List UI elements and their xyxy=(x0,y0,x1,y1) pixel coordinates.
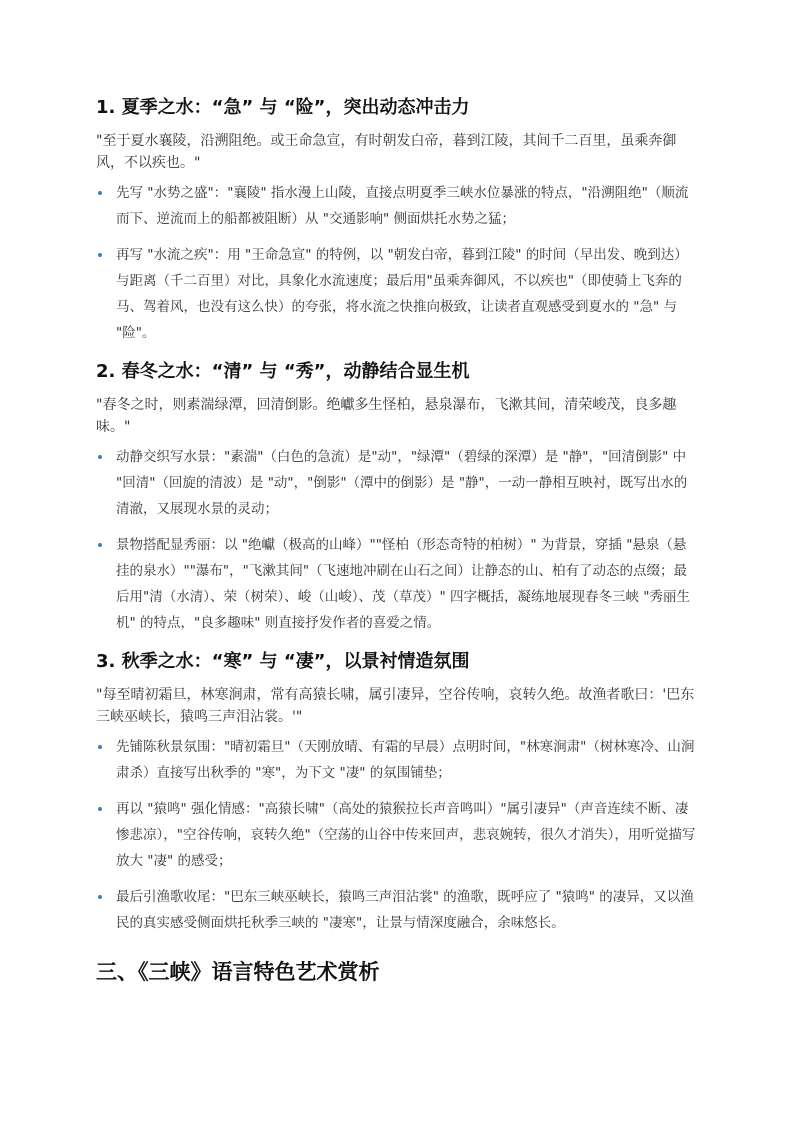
list-item-text: 再写 "水流之疾"：用 "王命急宣" 的特例，以 "朝发白帝，暮到江陵" 的时间（早出发、晚到达）与距离（千二百里）对比，具象化水流速度；最后用"虽乘奔御风，不以疾也"（即使骑上飞奔的马、驾着风，也没有这么快）的夸张，将水流之快推向极致，让读者直观感受到夏水的 "急" 与 "险"。 xyxy=(116,247,688,341)
bullet-dot-icon xyxy=(98,807,102,811)
bullet-dot-icon xyxy=(98,253,102,257)
section-heading: 3. 秋季之水：“寒” 与 “凄”，以景衬情造氛围 xyxy=(96,651,470,672)
list-item xyxy=(96,796,698,874)
bullet-list xyxy=(96,180,698,346)
bullet-dot-icon xyxy=(98,895,102,899)
bullet-list xyxy=(96,444,698,636)
list-item-text: 再以 "猿鸣" 强化情感："高猿长啸"（高处的猿猴拉长声音鸣叫）"属引凄异"（声音连续不断、凄惨悲凉），"空谷传响，哀转久绝"（空荡的山谷中传来回声，悲哀婉转，很久才消失），用听觉描写放大 "凄" 的感受； xyxy=(116,801,696,869)
bullet-dot-icon xyxy=(98,191,102,195)
list-item-text: 动静交织写水景："素湍"（白色的急流）是"动"，"绿潭"（碧绿的深潭）是 "静"，"回清倒影" 中 "回清"（回旋的清波）是 "动"，"倒影"（潭中的倒影）是 "静"，一动一静相互映衬，既写出水的清澈，又展现水景的灵动； xyxy=(116,449,688,517)
section-quote: "每至晴初霜旦，林寒涧肃，常有高猿长啸，属引凄异，空谷传响，哀转久绝。故渔者歌曰：'巴东三峡巫峡长，猿鸣三声泪沾裳。'" xyxy=(96,687,695,725)
list-item xyxy=(96,734,698,786)
bullet-dot-icon xyxy=(98,543,102,547)
list-item-text: 先铺陈秋景氛围："晴初霜旦"（天刚放晴、有霜的早晨）点明时间，"林寒涧肃"（树林寒冷、山涧肃杀）直接写出秋季的 "寒"，为下文 "凄" 的氛围铺垫； xyxy=(116,739,695,781)
section-summer xyxy=(96,96,698,346)
section-heading: 1. 夏季之水：“急” 与 “险”，突出动态冲击力 xyxy=(96,97,470,118)
bullet-dot-icon xyxy=(98,455,102,459)
list-item xyxy=(96,532,698,636)
list-item xyxy=(96,180,698,232)
section-spring-winter xyxy=(96,360,698,636)
list-item-text: 景物搭配显秀丽：以 "绝巘（极高的山峰）""怪柏（形态奇特的柏树）" 为背景，穿插 "悬泉（悬挂的泉水）""瀑布"，"飞漱其间"（飞速地冲刷在山石之间）让静态的山、柏有了动态的点缀；最后用"清（水清）、荣（树荣）、峻（山峻）、茂（草茂）" 四字概括，凝练地展现春冬三峡 "秀丽生机" 的特点，"良多趣味" 则直接抒发作者的喜爱之情。 xyxy=(116,537,690,631)
list-item-text: 最后引渔歌收尾："巴东三峡巫峡长，猿鸣三声泪沾裳" 的渔歌，既呼应了 "猿鸣" 的凄异，又以渔民的真实感受侧面烘托秋季三峡的 "凄寒"，让景与情深度融合，余味悠长。 xyxy=(116,889,694,931)
section-quote: "至于夏水襄陵，沿溯阻绝。或王命急宣，有时朝发白帝，暮到江陵，其间千二百里，虽乘奔御风，不以疾也。" xyxy=(96,133,677,171)
bullet-list xyxy=(96,734,698,936)
bullet-dot-icon xyxy=(98,745,102,749)
list-item xyxy=(96,242,698,346)
list-item-text: 先写 "水势之盛"："襄陵" 指水漫上山陵，直接点明夏季三峡水位暴涨的特点，"沿溯阻绝"（顺流而下、逆流而上的船都被阻断）从 "交通影响" 侧面烘托水势之猛； xyxy=(116,185,689,227)
section-autumn xyxy=(96,650,698,936)
part-heading: 三、《三峡》语言特色艺术赏析 xyxy=(96,960,380,984)
section-heading: 2. 春冬之水：“清” 与 “秀”，动静结合显生机 xyxy=(96,361,470,382)
list-item xyxy=(96,884,698,936)
section-quote: "春冬之时，则素湍绿潭，回清倒影。绝巘多生怪柏，悬泉瀑布，飞漱其间，清荣峻茂，良多趣味。" xyxy=(96,397,677,435)
list-item xyxy=(96,444,698,522)
